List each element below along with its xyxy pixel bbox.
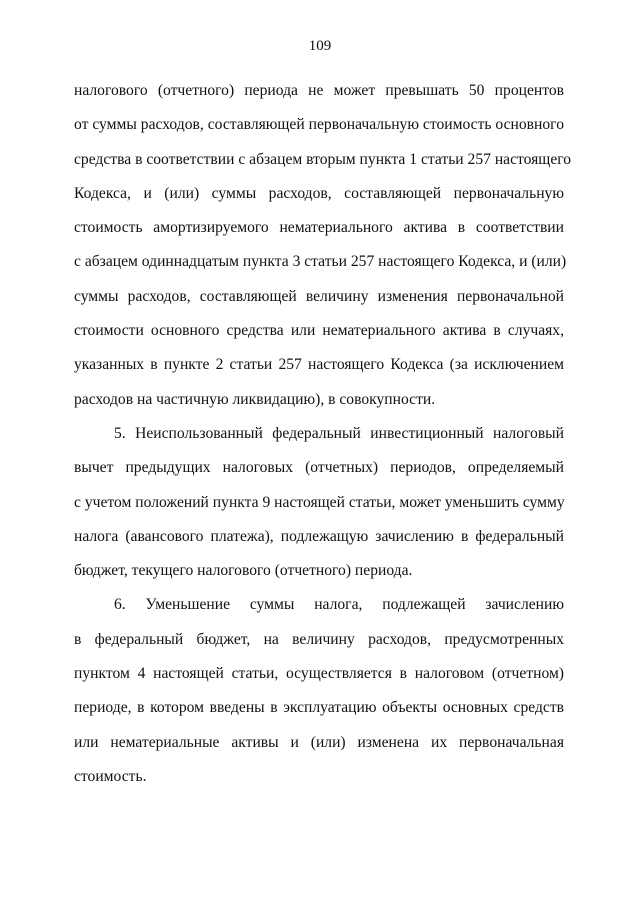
text-line: налога (авансового платежа), подлежащую зачислению в федеральный <box>74 527 564 545</box>
text-line: расходов на частичную ликвидацию), в совокупности. <box>74 390 436 408</box>
text-line: с учетом положений пункта 9 настоящей статьи, может уменьшить сумму <box>74 493 565 511</box>
text-line: с абзацем одиннадцатым пункта 3 статьи 257 настоящего Кодекса, и (или) <box>74 253 567 271</box>
paragraph-item-6 <box>74 588 564 794</box>
paragraph-continuation <box>74 74 572 417</box>
text-line: от суммы расходов, составляющей первоначальную стоимость основного <box>74 116 564 134</box>
text-line: 6. Уменьшение суммы налога, подлежащей зачислению <box>114 596 564 614</box>
text-line: налогового (отчетного) периода не может превышать 50 процентов <box>74 82 564 99</box>
text-line: Кодекса, и (или) суммы расходов, составляющей первоначальную <box>74 184 564 202</box>
document-body <box>74 74 572 794</box>
text-line: периоде, в котором введены в эксплуатацию объекты основных средств <box>74 699 564 717</box>
text-line: средства в соответствии с абзацем вторым пункта 1 статьи 257 настоящего <box>74 150 572 168</box>
text-line: вычет предыдущих налоговых (отчетных) периодов, определяемый <box>74 459 564 477</box>
text-line: или нематериальные активы и (или) изменена их первоначальная <box>74 733 564 751</box>
text-line: бюджет, текущего налогового (отчетного) периода. <box>74 562 413 580</box>
page-number: 109 <box>308 38 332 54</box>
text-line: указанных в пункте 2 статьи 257 настоящего Кодекса (за исключением <box>74 356 564 374</box>
text-line: суммы расходов, составляющей величину изменения первоначальной <box>74 287 564 305</box>
text-line: 5. Неиспользованный федеральный инвестиционный налоговый <box>114 424 564 442</box>
text-line: в федеральный бюджет, на величину расходов, предусмотренных <box>74 630 564 648</box>
text-line: стоимость амортизируемого нематериального актива в соответствии <box>74 219 564 237</box>
text-line: пунктом 4 настоящей статьи, осуществляется в налоговом (отчетном) <box>74 665 564 683</box>
paragraph-item-5 <box>74 417 564 588</box>
text-line: стоимости основного средства или нематериального актива в случаях, <box>74 322 564 340</box>
text-line: стоимость. <box>74 767 147 785</box>
